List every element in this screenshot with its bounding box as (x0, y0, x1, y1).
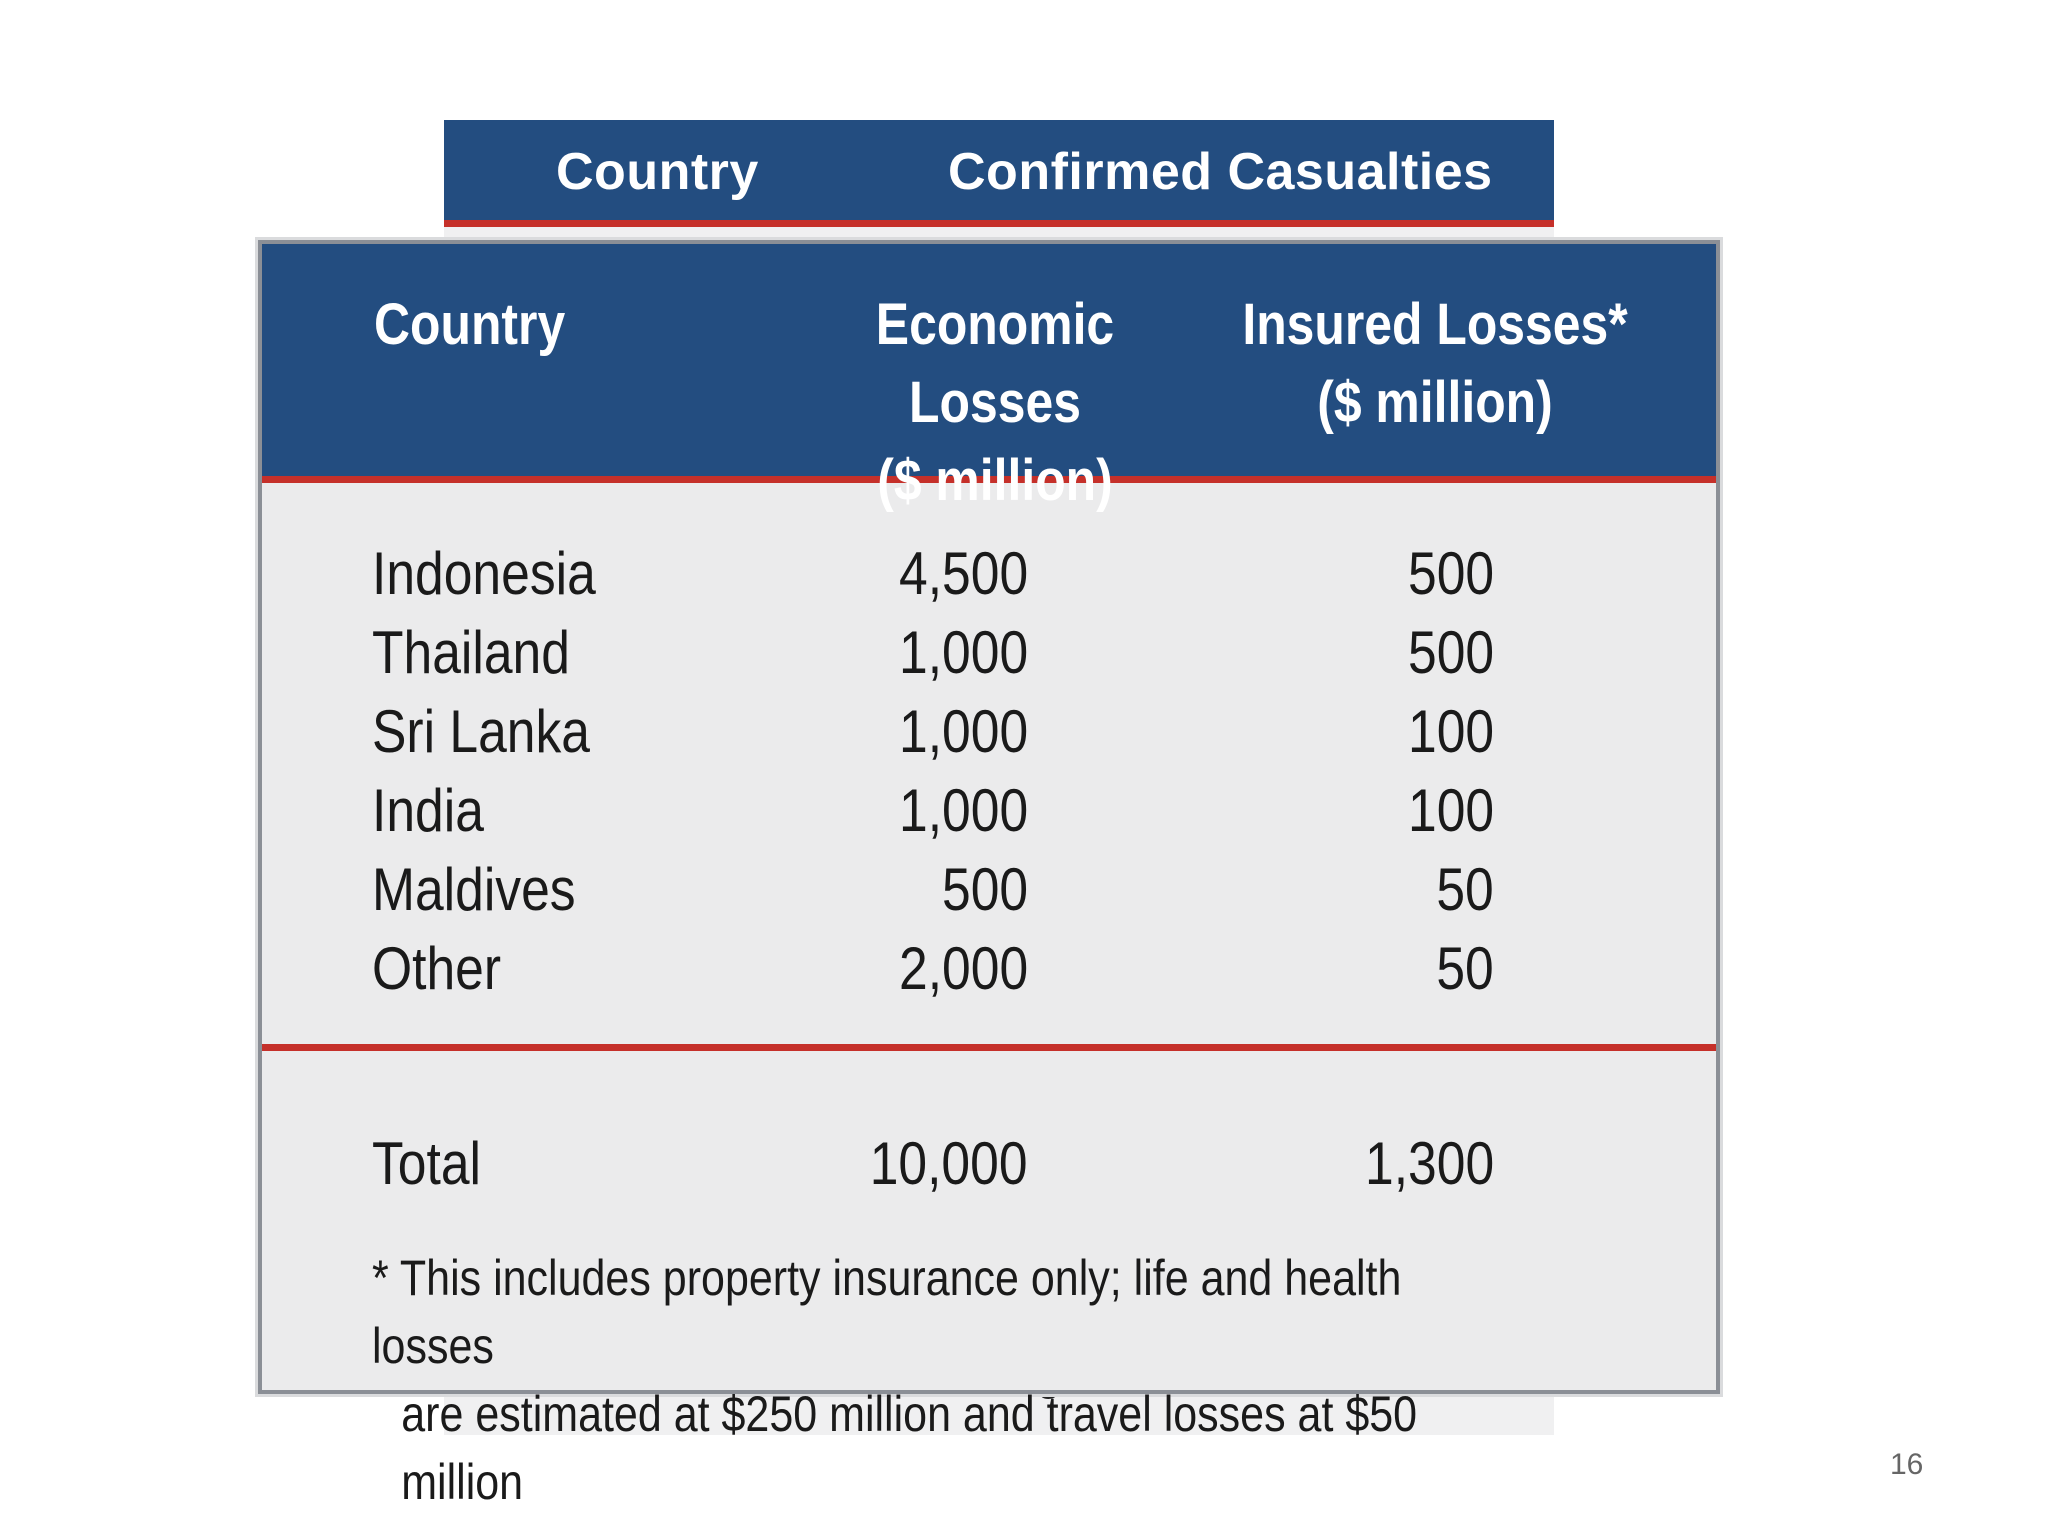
table-row-total (262, 1124, 1716, 1203)
table-row (262, 613, 1716, 692)
cell-country: Maldives (372, 856, 576, 923)
table-row (262, 850, 1716, 929)
cell-economic: 2,000 (898, 935, 1028, 1002)
cell-economic: 500 (941, 856, 1028, 923)
cell-total-label: Total (372, 1130, 482, 1197)
table-body (262, 534, 1716, 1008)
cell-total-insured: 1,300 (1364, 1130, 1494, 1197)
header-insured-losses: Insured Losses* ($ million) (1242, 292, 1628, 435)
cell-insured: 50 (1436, 935, 1494, 1002)
page-number: 16 (1890, 1448, 1924, 1481)
header-confirmed-casualties: Confirmed Casualties (948, 143, 1493, 201)
losses-table (258, 240, 1720, 1510)
table-row (262, 929, 1716, 1008)
cell-country: Other (372, 935, 502, 1002)
cell-insured: 500 (1407, 619, 1494, 686)
cell-total-economic: 10,000 (870, 1130, 1028, 1197)
cell-insured: 50 (1436, 856, 1494, 923)
cell-country: Indonesia (372, 540, 596, 607)
table-row (262, 692, 1716, 771)
losses-table-header (262, 244, 1716, 513)
footnote-line-2: are estimated at $250 million and travel losses at $50 million (401, 1386, 1418, 1510)
table-row (262, 771, 1716, 850)
casualties-table-header (444, 120, 1554, 227)
total-divider (262, 1044, 1716, 1051)
cell-country: India (372, 777, 484, 844)
cell-economic: 1,000 (898, 777, 1028, 844)
header-economic-losses: Economic Losses ($ million) (875, 292, 1115, 513)
cell-economic: 1,000 (898, 619, 1028, 686)
cell-economic: 1,000 (898, 698, 1028, 765)
cell-country: Sri Lanka (372, 698, 590, 765)
cell-country: Thailand (372, 619, 570, 686)
footnote-line-1: * This includes property insurance only; life and health losses (372, 1250, 1402, 1374)
header-country: Country (374, 292, 566, 357)
cell-insured: 100 (1407, 698, 1494, 765)
header-country: Country (556, 143, 759, 201)
table-row (262, 534, 1716, 613)
cell-insured: 100 (1407, 777, 1494, 844)
losses-footnote (372, 1244, 1490, 1516)
cell-insured: 500 (1407, 540, 1494, 607)
total-row (262, 1124, 1716, 1203)
cell-economic: 4,500 (898, 540, 1028, 607)
